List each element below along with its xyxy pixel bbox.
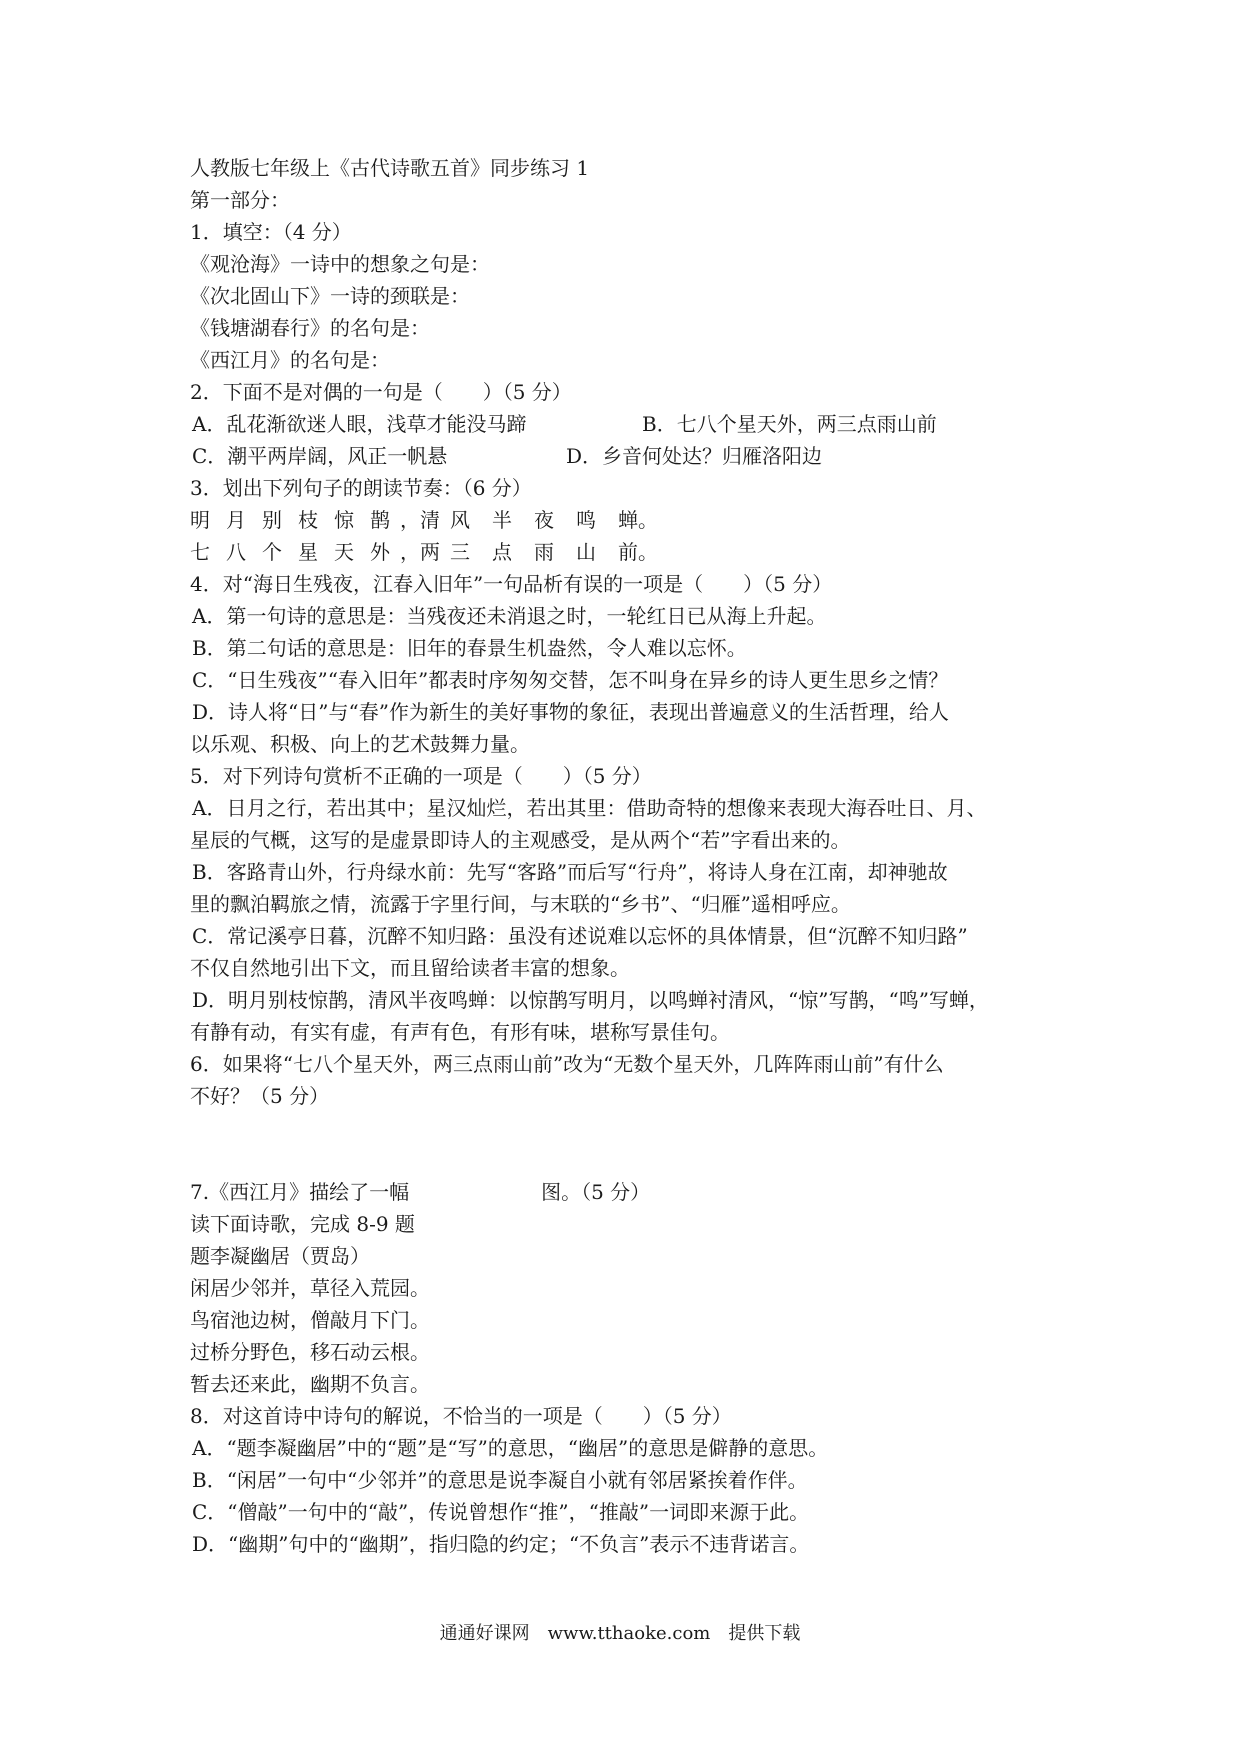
question-2-option-d: D．乡音何处达？归雁洛阳边 — [566, 444, 823, 468]
question-2-options-row — [190, 408, 1070, 440]
answer-space — [190, 1112, 1070, 1176]
question-7 — [190, 1176, 1070, 1208]
rhythm-line-2 — [190, 536, 1070, 568]
question-2-stem: 2．下面不是对偶的一句是（ ）（5 分） — [190, 380, 572, 404]
question-4-option-d-cont: 以乐观、积极、向上的艺术鼓舞力量。 — [190, 732, 530, 756]
question-8-option-d: D．“幽期”句中的“幽期”，指归隐的约定；“不负言”表示不违背诺言。 — [192, 1532, 810, 1556]
question-6-stem: 6．如果将“七八个星天外，两三点雨山前”改为“无数个星天外，几阵阵雨山前”有什么 — [190, 1052, 944, 1076]
question-8-stem: 8．对这首诗中诗句的解说，不恰当的一项是（ ）（5 分） — [190, 1404, 732, 1428]
poem-title: 题李凝幽居（贾岛） — [190, 1244, 370, 1268]
rhythm-char: ，清 — [400, 508, 440, 532]
rhythm-char: 前。 — [618, 540, 658, 564]
rhythm-char: 枝 — [298, 508, 318, 532]
question-5-option-a-cont: 星辰的气概，这写的是虚景即诗人的主观感受，是从两个“若”字看出来的。 — [190, 828, 851, 852]
question-2-option-b: B．七八个星天外，两三点雨山前 — [642, 412, 937, 436]
question-2-options-row — [190, 440, 1070, 472]
question-3-stem: 3．划出下列句子的朗读节奏：（6 分） — [190, 476, 532, 500]
poem-line: 过桥分野色，移石动云根。 — [190, 1340, 430, 1364]
rhythm-char: 七 — [190, 540, 210, 564]
rhythm-char: 点 — [492, 540, 512, 564]
reading-intro: 读下面诗歌，完成 8-9 题 — [190, 1212, 415, 1236]
question-1-line: 《次北固山下》一诗的颈联是： — [190, 284, 470, 308]
question-1-line: 《钱塘湖春行》的名句是： — [190, 316, 430, 340]
rhythm-char: 星 — [298, 540, 318, 564]
rhythm-char: 鹊 — [370, 508, 390, 532]
part-heading: 第一部分： — [190, 188, 290, 212]
page-footer: 通通好课网 www.tthaoke.com 提供下载 — [439, 1623, 801, 1644]
rhythm-char: 雨 — [534, 540, 554, 564]
rhythm-char: 鸣 — [576, 508, 596, 532]
question-1-line: 《观沧海》一诗中的想象之句是： — [190, 252, 490, 276]
question-7-after: 图。（5 分） — [541, 1180, 651, 1204]
question-8-option-b: B．“闲居”一句中“少邻并”的意思是说李凝自小就有邻居紧挨着作伴。 — [192, 1468, 808, 1492]
rhythm-char: ，两 — [400, 540, 440, 564]
question-8-option-c: C．“僧敲”一句中的“敲”，传说曾想作“推”，“推敲”一词即来源于此。 — [192, 1500, 810, 1524]
question-4-stem: 4．对“海日生残夜，江春入旧年”一句品析有误的一项是（ ）（5 分） — [190, 572, 833, 596]
document-title: 人教版七年级上《古代诗歌五首》同步练习 1 — [190, 156, 590, 180]
question-5-option-a: A．日月之行，若出其中；星汉灿烂，若出其里：借助奇特的想像来表现大海吞吐日、月、 — [192, 796, 987, 820]
question-1-stem: 1．填空：（4 分） — [190, 220, 352, 244]
rhythm-char: 半 — [492, 508, 512, 532]
rhythm-char: 风 — [450, 508, 470, 532]
poem-line: 暂去还来此，幽期不负言。 — [190, 1372, 430, 1396]
rhythm-char: 天 — [334, 540, 354, 564]
question-4-option-c: C．“日生残夜”“春入旧年”都表时序匆匆交替，怎不叫身在异乡的诗人更生思乡之情？ — [192, 668, 949, 692]
question-2-option-a: A．乱花渐欲迷人眼，浅草才能没马蹄 — [192, 412, 527, 436]
rhythm-char: 蝉。 — [618, 508, 658, 532]
rhythm-char: 夜 — [534, 508, 554, 532]
question-2-option-c: C．潮平两岸阔，风正一帆悬 — [192, 444, 448, 468]
rhythm-char: 月 — [226, 508, 246, 532]
question-5-stem: 5．对下列诗句赏析不正确的一项是（ ）（5 分） — [190, 764, 652, 788]
question-4-option-a: A．第一句诗的意思是：当残夜还未消退之时，一轮红日已从海上升起。 — [192, 604, 827, 628]
question-4-option-d: D．诗人将“日”与“春”作为新生的美好事物的象征，表现出普遍意义的生活哲理，给人 — [192, 700, 949, 724]
question-5-option-b-cont: 里的飘泊羁旅之情，流露于字里行间，与末联的“乡书”、“归雁”遥相呼应。 — [190, 892, 851, 916]
rhythm-char: 明 — [190, 508, 210, 532]
poem-line: 闲居少邻并，草径入荒园。 — [190, 1276, 430, 1300]
rhythm-char: 别 — [262, 508, 282, 532]
question-5-option-b: B．客路青山外，行舟绿水前：先写“客路”而后写“行舟”，将诗人身在江南，却神驰故 — [192, 860, 948, 884]
question-5-option-c-cont: 不仅自然地引出下文，而且留给读者丰富的想象。 — [190, 956, 630, 980]
question-6-stem-cont: 不好？（5 分） — [190, 1084, 330, 1108]
worksheet-body — [190, 152, 1070, 1560]
question-7-before: 7.《西江月》描绘了一幅 — [190, 1180, 410, 1204]
rhythm-line-1 — [190, 504, 1070, 536]
rhythm-char: 个 — [262, 540, 282, 564]
question-5-option-c: C．常记溪亭日暮，沉醉不知归路：虽没有述说难以忘怀的具体情景，但“沉醉不知归路” — [192, 924, 968, 948]
question-5-option-d: D．明月别枝惊鹊，清风半夜鸣蝉：以惊鹊写明月，以鸣蝉衬清风，“惊”写鹊，“鸣”写蝉， — [192, 988, 989, 1012]
rhythm-char: 惊 — [334, 508, 354, 532]
question-1-line: 《西江月》的名句是： — [190, 348, 390, 372]
poem-line: 鸟宿池边树，僧敲月下门。 — [190, 1308, 430, 1332]
question-8-option-a: A．“题李凝幽居”中的“题”是“写”的意思，“幽居”的意思是僻静的意思。 — [192, 1436, 829, 1460]
rhythm-char: 山 — [576, 540, 596, 564]
rhythm-char: 八 — [226, 540, 246, 564]
question-4-option-b: B．第二句话的意思是：旧年的春景生机盎然，令人难以忘怀。 — [192, 636, 747, 660]
rhythm-char: 三 — [450, 540, 470, 564]
rhythm-char: 外 — [370, 540, 390, 564]
question-5-option-d-cont: 有静有动，有实有虚，有声有色，有形有味，堪称写景佳句。 — [190, 1020, 730, 1044]
